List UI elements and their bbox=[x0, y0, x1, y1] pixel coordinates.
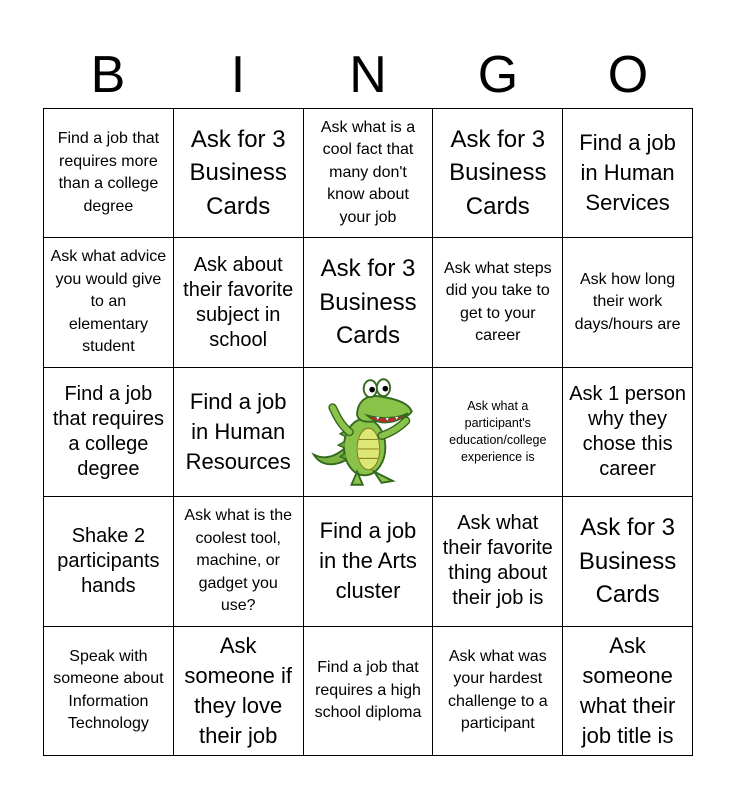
bingo-cell[interactable] bbox=[433, 627, 563, 756]
header-letter-b: B bbox=[90, 46, 126, 104]
bingo-cell[interactable] bbox=[174, 238, 304, 367]
bingo-cell[interactable] bbox=[563, 238, 693, 367]
cell-text: Speak with someone about Information Technology bbox=[53, 647, 164, 733]
bingo-cell[interactable] bbox=[174, 497, 304, 626]
cell-text: Ask how long their work days/hours are bbox=[574, 270, 681, 333]
cell-text: Find a job in Human Services bbox=[579, 130, 676, 216]
bingo-cell[interactable] bbox=[433, 109, 563, 238]
bingo-card bbox=[43, 108, 693, 756]
bingo-cell[interactable] bbox=[174, 627, 304, 756]
cell-text: Ask for 3 Business Cards bbox=[578, 514, 677, 609]
cell-text: Ask what advice you would give to an elementary student bbox=[50, 248, 167, 356]
bingo-cell[interactable] bbox=[304, 627, 434, 756]
bingo-cell[interactable] bbox=[174, 368, 304, 497]
header-letter-o: O bbox=[607, 46, 649, 104]
cell-text: Ask for 3 Business Cards bbox=[449, 125, 547, 220]
bingo-cell[interactable] bbox=[44, 238, 174, 367]
cell-text: Ask 1 person why they chose this career bbox=[569, 382, 686, 480]
cell-text: Ask for 3 Business Cards bbox=[319, 255, 417, 350]
cell-text: Find a job that requires more than a college degree bbox=[57, 130, 160, 215]
cell-text: Ask what a participant's education/college experience is bbox=[449, 398, 547, 464]
header-letter-n: N bbox=[349, 46, 387, 104]
bingo-cell[interactable] bbox=[174, 109, 304, 238]
cell-text: Ask for 3 Business Cards bbox=[189, 125, 287, 220]
bingo-cell[interactable] bbox=[563, 368, 693, 497]
bingo-cell[interactable] bbox=[44, 627, 174, 756]
cell-text: Find a job in Human Resources bbox=[185, 388, 291, 474]
bingo-cell[interactable] bbox=[433, 497, 563, 626]
header-letter-i: I bbox=[230, 46, 246, 104]
header-letter-g: G bbox=[477, 46, 519, 104]
bingo-cell[interactable] bbox=[563, 627, 693, 756]
cell-text: Ask what their favorite thing about their job is bbox=[442, 512, 553, 610]
cell-text: Shake 2 participants hands bbox=[57, 524, 160, 597]
bingo-cell[interactable] bbox=[304, 238, 434, 367]
free-space-cell[interactable] bbox=[304, 368, 434, 497]
bingo-cell[interactable] bbox=[304, 497, 434, 626]
cell-text: Ask what is the coolest tool, machine, or gadget you use? bbox=[184, 507, 292, 615]
cell-text: Ask what was your hardest challenge to a participant bbox=[447, 647, 548, 733]
bingo-cell[interactable] bbox=[563, 497, 693, 626]
cell-text: Find a job that requires a college degree bbox=[52, 382, 164, 480]
cell-text: Ask what steps did you take to get to your career bbox=[443, 259, 552, 345]
bingo-cell[interactable] bbox=[304, 109, 434, 238]
cell-text: Find a job that requires a high school diploma bbox=[314, 659, 422, 722]
cell-text: Ask someone what their job title is bbox=[579, 632, 676, 748]
cell-text: Ask someone if they love their job bbox=[184, 632, 292, 748]
bingo-cell[interactable] bbox=[563, 109, 693, 238]
cell-text: Ask about their favorite subject in school bbox=[183, 253, 294, 351]
bingo-cell[interactable] bbox=[433, 368, 563, 497]
alligator-mascot-icon bbox=[310, 370, 427, 494]
cell-text: Ask what is a cool fact that many don't know about your job bbox=[320, 118, 416, 226]
bingo-cell[interactable] bbox=[433, 238, 563, 367]
bingo-cell[interactable] bbox=[44, 368, 174, 497]
cell-text: Find a job in the Arts cluster bbox=[319, 518, 417, 604]
bingo-header bbox=[43, 48, 693, 102]
bingo-cell[interactable] bbox=[44, 109, 174, 238]
bingo-cell[interactable] bbox=[44, 497, 174, 626]
